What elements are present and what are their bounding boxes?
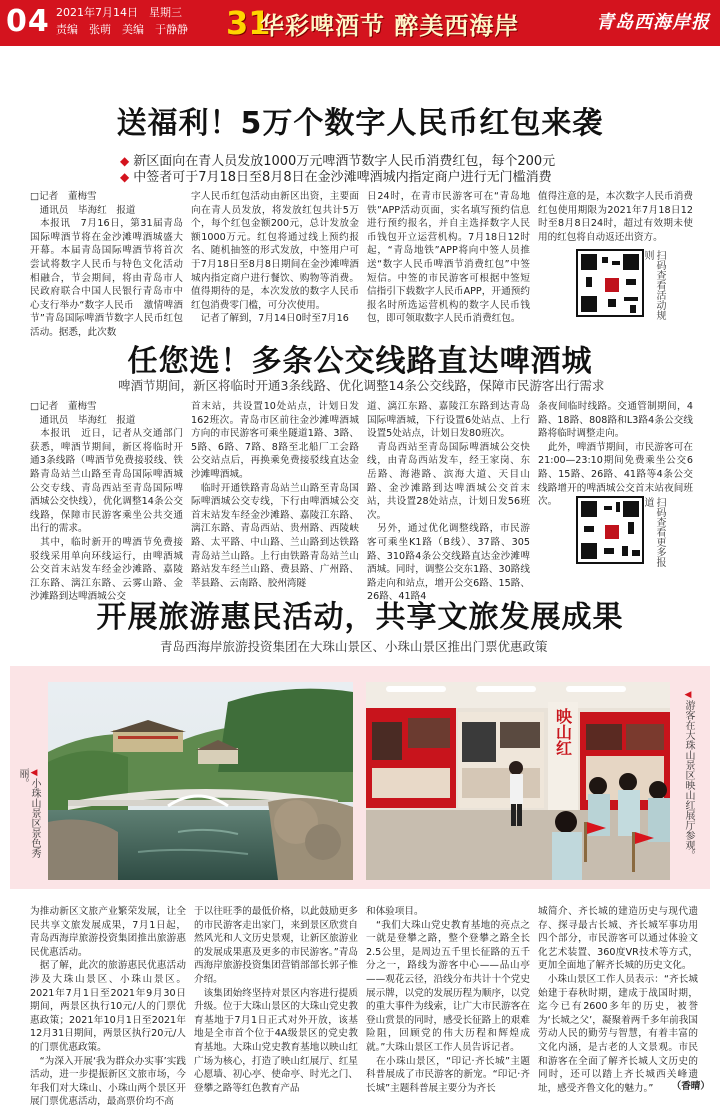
article1-col-3: 日24时，在青市民游客可在“青岛地铁”APP活动页面，实名填写预约信息进行预约报名，并自主选择数字人民币钱包开立运营机构。7月18日12时起，“青岛地铁”APP将向中签人员推送“数字人民币啤酒节消费红包”中签短信。中签的市民游客可根据中签短信指引下载数字人民币APP，开通预约报名时所选运营机构的数字人民币钱包，即可领取数字人民币消费红包。 — [367, 191, 530, 325]
photo-scenic-area — [48, 682, 353, 880]
diamond-icon: ◆ — [120, 154, 130, 168]
triangle-icon: ◀ — [29, 768, 39, 778]
bullet-text: 新区面向在青人员发放1000万元啤酒节数字人民币消费红包，每个200元 — [133, 154, 556, 169]
article3-col-1: 为推动新区文旅产业繁荣发展，让全民共享文旅发展成果，7月1日起，青岛西海岸旅游投资集团推出旅游惠民优惠活动。 据了解，此次的旅游惠民优惠活动涉及大珠山景区、小珠山景区。2021年7月1日至2021年9月30日期间，两景区执行10元/人的门票优惠政策；2021年10月1日至2021年12月31日期间，两景区执行20元/人的门票优惠政策。 “为深入开展‘我为群众办实事’实践活动，进一步提振新区文旅市场，今年我们对大珠山、小珠山两个景区开展门票优惠活动，最高票价均不高 — [30, 906, 186, 1108]
article2-col-2: 首末站，共设置10处站点，计划日发162班次。青岛市区前往金沙滩啤酒城方向的市民游客可乘坐隧道1路、3路、5路、6路、7路、8路至北船厂工会路公交站点后，再换乘免费接驳线直达金沙滩啤酒城。 临时开通铁路青岛站兰山路至青岛国际啤酒城公交专线，下行由啤酒城公交首末站发车经金沙滩路、嘉陵江东路、漓江东路、青岛西站、贵州路、西陵峡路、太平路、中山路、兰山路到达铁路青岛站兰山路。上行由铁路青岛站兰山路站发车经兰山路、费县路、广州路、莘县路、云南路、胶州湾隧 — [191, 401, 359, 589]
exhibit-sign-text: 映山红 — [553, 708, 573, 756]
photo-exhibition-hall — [366, 682, 670, 880]
article2-col-4: 条夜间临时线路。交通管制期间，4路、18路、808路和L3路4条公交线路将临时调整走向。 此外，啤酒节期间，市民游客可在21:00—23:10期间免费乘坐公交6路、15路、26路、41路等4条公交线路增开的啤酒城公交首末站夜间班次。 — [538, 401, 693, 508]
triangle-icon: ◀ — [683, 690, 693, 700]
issue-date: 2021年7月14日 星期三 — [56, 6, 182, 19]
article1-bullet-2 — [120, 166, 552, 185]
article1-col-1: □记者 董梅雪 通讯员 毕海红 报道 本报讯 7月16日，第31届青岛国际啤酒节将在金沙滩啤酒城盛大开幕。本届青岛国际啤酒节将首次尝试将数字人民币与特色文化活动相融合，节会期间，将由青岛市人民政府联合中国人民银行青岛市中心支行举办“数字人民币 激情啤酒节”青岛国际啤酒节数字人民币红包活动。据悉，此次数 — [30, 191, 183, 338]
article1-col-2: 字人民币红包活动由新区出资，主要面向在青人员发放，将发放红包共计5万个，每个红包金额200元，总计发放金额1000万元。红包将通过线上预约报名、随机抽签的形式发放，中签用户可于7月18日至8月8日期间在金沙滩啤酒城内指定商户进行餐饮、购物等消费。值得期待的是，本次发放的数字人民币红包消费零门槛，可分次使用。 记者了解到，7月14日0时至7月16 — [191, 191, 359, 325]
article3-col-4: 城简介、齐长城的建造历史与现代遗存、探寻最古长城、齐长城军事功用四个部分，市民游客可以通过体验文化艺术装置、360度VR技术等方式，更加全面地了解齐长城的历史文化。 小珠山景区工作人员表示：“齐长城始建于春秋时期，建成于战国时期，迄今已有2600多年的历史，被誉为‘长城之父’，凝聚着两千多年前我国劳动人民的勤劳与智慧，有着丰富的文化内涵，是古老的人文景观。市民和游客在全面了解齐长城人文历史的同时，还可以踏上齐长城西关峰遗址，感受齐鲁文化的魅力。” — [538, 906, 698, 1094]
article3-col-2: 于以往旺季的最低价格，以此鼓励更多的市民游客走出家门，来到景区欣赏自然风光和人文历史景观，让新区旅游业的发展成果惠及更多的市民游客。”青岛西海岸旅游投资集团营销部部长郭子惟介绍。 该集团始终坚持对景区内容进行提质升级。位于大珠山景区的大珠山党史教育基地于7月1日正式对外开放，该基地是全市首个位于4A级景区的党史教育基地。大珠山党史教育基地以映山红广场为核心，打造了映山红展厅、红星心愿墙、初心亭、使命亭、时光之门、登攀之路等红色教育产品 — [194, 906, 358, 1094]
article2-deck: 啤酒节期间，新区将临时开通3条线路、优化调整14条公交线路，保障市民游客出行需求 — [118, 378, 605, 393]
article2-col-1: □记者 董梅雪 通讯员 毕海红 报道 本报讯 近日，记者从交通部门获悉，啤酒节期间，新区将临时开通3条线路（啤酒节免费接驳线、铁路青岛站兰山路至青岛国际啤酒城公交专线、青岛西站至青岛国际啤酒城公交快线），优化调整14条公交线路，保障市民游客乘坐公共交通出行的需求。 其中，临时新开的啤酒节免费接驳线采用单向环线运行，由啤酒城公交首末站发车经金沙滩路、嘉陵江东路、漓江东路、云雾山路、金沙滩路到达啤酒城公交 — [30, 401, 183, 603]
qr-caption-rules: 扫码查看活动规则 — [642, 250, 665, 320]
banner-number: 31 — [226, 4, 271, 42]
banner-text: 华彩啤酒节 醉美西海岸 — [260, 12, 520, 40]
article2-col-3: 道、漓江东路、嘉陵江东路到达青岛国际啤酒城，下行设置6处站点、上行设置5处站点，计划日发80班次。 青岛西站至青岛国际啤酒城公交快线，由青岛西站发车，经王家岗、东岳路、海港路、滨海大道、天目山路、金沙滩路到达啤酒城公交首末站，共设置28处站点，计划日发56班次。 另外，通过优化调整线路，市民游客可乘坐K1路（B线）、37路、305路、310路4条公交线路直达金沙滩啤酒城。同时，调整公交东1路、30路线路走向和站点，增开公交6路、15路、26路、41路4 — [367, 401, 530, 603]
article3-signoff: （香晴） — [671, 1081, 710, 1092]
scenic-photo-svg — [48, 682, 353, 880]
article3-deck: 青岛西海岸旅游投资集团在大珠山景区、小珠山景区推出门票优惠政策 — [160, 639, 548, 654]
qr-logo-icon — [603, 523, 621, 541]
article2-headline: 任您选！多条公交线路直达啤酒城 — [127, 344, 593, 379]
page-number: 04 — [6, 4, 50, 39]
photo-right-caption: ◀游客在大珠山景区映山红展厅参观。 — [683, 690, 694, 860]
festival-banner — [222, 2, 522, 44]
exhibition-photo-svg — [366, 682, 670, 880]
photo-left-caption: ◀小珠山景区景色秀丽。 — [17, 768, 40, 858]
masthead — [0, 0, 720, 46]
qr-caption-more: 扫码查看更多报道 — [642, 497, 665, 567]
qr-code-more[interactable] — [576, 496, 644, 564]
article1-col-4: 值得注意的是，本次数字人民币消费红包使用期限为2021年7月18日12时至8月8日24时，超过有效期未使用的红包将自动返还出资方。 — [538, 191, 693, 243]
article1-headline: 送福利！5万个数字人民币红包来袭 — [116, 106, 604, 141]
editors-line: 责编 张萌 美编 于静静 — [56, 23, 188, 36]
bullet-text: 中签者可于7月18日至8月8日在金沙滩啤酒城内指定商户进行无门槛消费 — [133, 170, 552, 185]
article3-col-3: 和体验项目。 “我们大珠山党史教育基地的亮点之一就是登攀之路，整个登攀之路全长2.5公里，是周边五千里长征路的五千分之一，路线为游客中心——品山亭——观花云径，沿线分布共计十个党史展示牌，以党的发展历程为顺序，以党的重大事件为线索，让广大市民游客在登山赏景的同时，感受长征路上的艰难险阻，回顾党的伟大历程和辉煌成就。”大珠山景区工作人员告诉记者。 在小珠山景区，“印记·齐长城”主题科普展成了市民游客的新宠。“印记·齐长城”主题科普展主要分为齐长 — [366, 906, 530, 1094]
diamond-icon: ◆ — [120, 170, 130, 184]
article3-headline: 开展旅游惠民活动，共享文旅发展成果 — [96, 600, 624, 635]
qr-code-rules[interactable] — [576, 249, 644, 317]
newspaper-brand: 青岛西海岸报 — [596, 12, 710, 33]
qr-logo-icon — [603, 276, 621, 294]
